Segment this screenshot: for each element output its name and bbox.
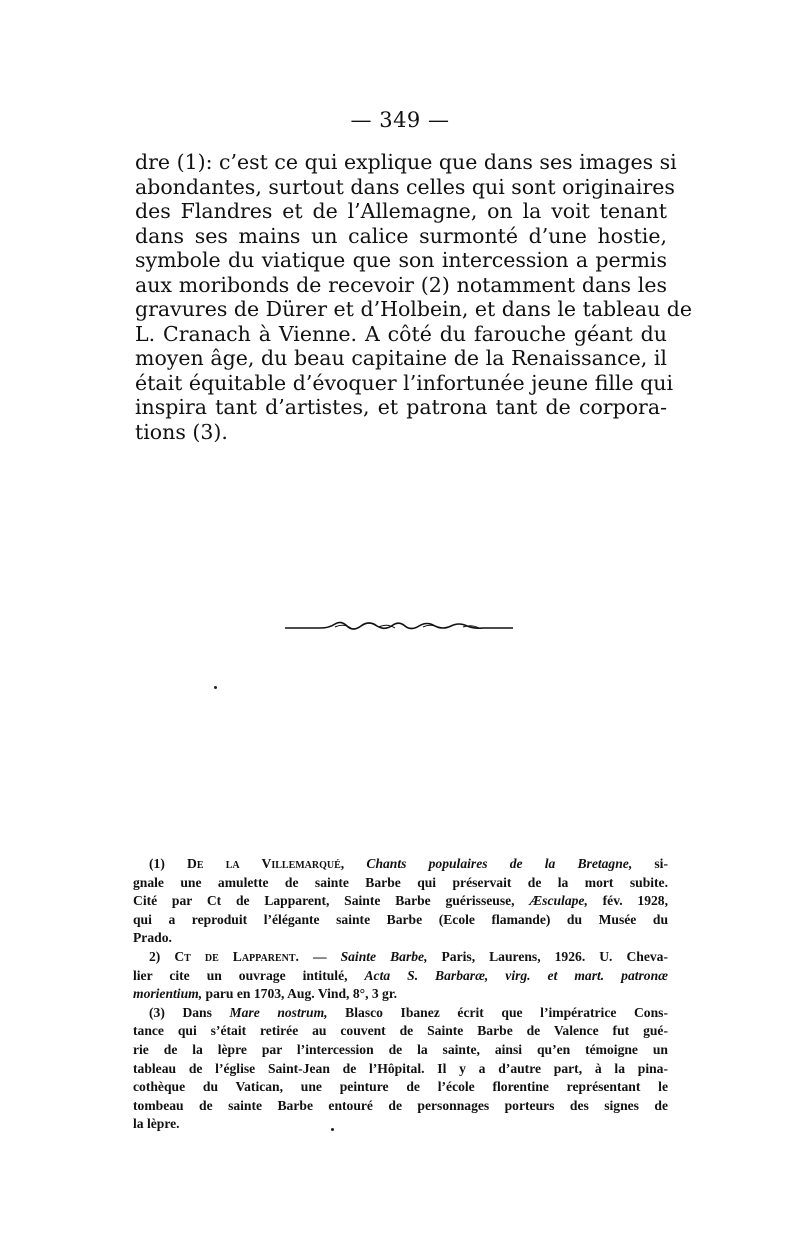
body-line: des Flandres et de l’Allemagne, on la voit tenant	[135, 199, 667, 223]
body-line: dans ses mains un calice surmonté d’une hostie,	[135, 223, 667, 248]
body-line: était équitable d’évoquer l’infortunée jeune fille qui	[135, 370, 674, 395]
footnote-3-text: Blasco Ibanez écrit que l’impératrice Cons-	[327, 1004, 668, 1020]
footnote-3-line: tombeau de sainte Barbe entouré de personnages porteurs des signes de	[133, 1097, 668, 1113]
footnote-2-line	[133, 967, 668, 986]
body-line: L. Cranach à Vienne. A côté du farouche géant du	[135, 321, 667, 346]
ink-speck	[214, 686, 217, 689]
flourish-ornament-icon	[283, 618, 515, 634]
body-text	[135, 150, 693, 444]
footnote-2-text: lier cite un ouvrage intitulé,	[133, 967, 365, 983]
footnote-2-text: paru en 1703, Aug. Vind, 8°, 3 gr.	[202, 986, 398, 1002]
footnote-1-line: gnale une amulette de sainte Barbe qui préservait de la mort subite.	[133, 874, 668, 890]
footnotes	[133, 855, 668, 1134]
footnote-1-line	[133, 892, 668, 911]
footnote-3-line: rie de la lèpre par l’intercession de la sainte, ainsi qu’en témoigne un	[133, 1041, 668, 1057]
body-line: tions (3).	[135, 419, 228, 444]
footnote-2-line	[133, 948, 668, 967]
body-line: aux moribonds de recevoir (2) notamment dans les	[135, 272, 667, 297]
footnote-1-title: Chants populaires de la Bretagne,	[344, 856, 633, 871]
footnote-2-work-title: Acta S. Barbaræ, virg. et mart. patronæ	[364, 967, 668, 983]
body-line: inspira tant d’artistes, et patrona tant de corpora-	[135, 395, 667, 419]
footnote-2-line	[133, 985, 668, 1004]
footnote-3-line: cothèque du Vatican, une peinture de l’école florentine représentant le	[133, 1079, 668, 1095]
footnote-1-text: fév. 1928,	[587, 893, 669, 909]
footnote-3-line	[133, 1004, 668, 1023]
footnote-3-number: (3) Dans	[149, 1004, 230, 1020]
footnote-2-dash: —	[298, 948, 341, 964]
footnote-2-work-title: morientium,	[133, 986, 203, 1002]
footnote-3-line: tableau de l’église Saint-Jean de l’Hôpital. Il y a d’autre part, à la pina-	[133, 1060, 668, 1076]
footnote-3-line: tance qui s’était retirée au couvent de Sainte Barbe de Valence fut gué-	[133, 1023, 668, 1039]
footnote-1-text: Cité par Ct de Lapparent, Sainte Barbe guérisseuse,	[133, 893, 530, 909]
footnote-1-number: (1)	[149, 856, 188, 871]
footnote-2-title: Sainte Barbe,	[340, 948, 428, 964]
footnote-1-text: si-	[632, 856, 668, 871]
body-line: abondantes, surtout dans celles qui sont originaires	[135, 174, 675, 199]
body-line: moyen âge, du beau capitaine de la Renaissance, il	[135, 346, 667, 370]
footnote-1-line: qui a reproduit l’élégante sainte Barbe (Ecole flamande) du Musée du	[133, 911, 668, 927]
body-line: gravures de Dürer et d’Holbein, et dans le tableau de	[135, 297, 693, 321]
footnote-3-line: la lèpre.	[133, 1116, 180, 1132]
body-line: symbole du viatique que son intercession a permis	[135, 248, 667, 272]
page-number: — 349 —	[350, 108, 450, 132]
footnote-2-author: Ct de Lapparent.	[174, 948, 299, 964]
footnote-1-author: De la Villemarqué,	[187, 856, 345, 871]
footnote-2-number: 2)	[149, 948, 175, 964]
footnote-2-text: Paris, Laurens, 1926. U. Cheva-	[427, 948, 668, 964]
footnote-1-journal: Æsculape,	[529, 893, 588, 909]
footnote-1-line: Prado.	[133, 930, 172, 946]
body-line: dre (1): c’est ce qui explique que dans ses images si	[135, 150, 677, 174]
footnote-1-line	[133, 855, 668, 874]
footnote-3-title: Mare nostrum,	[229, 1004, 328, 1020]
